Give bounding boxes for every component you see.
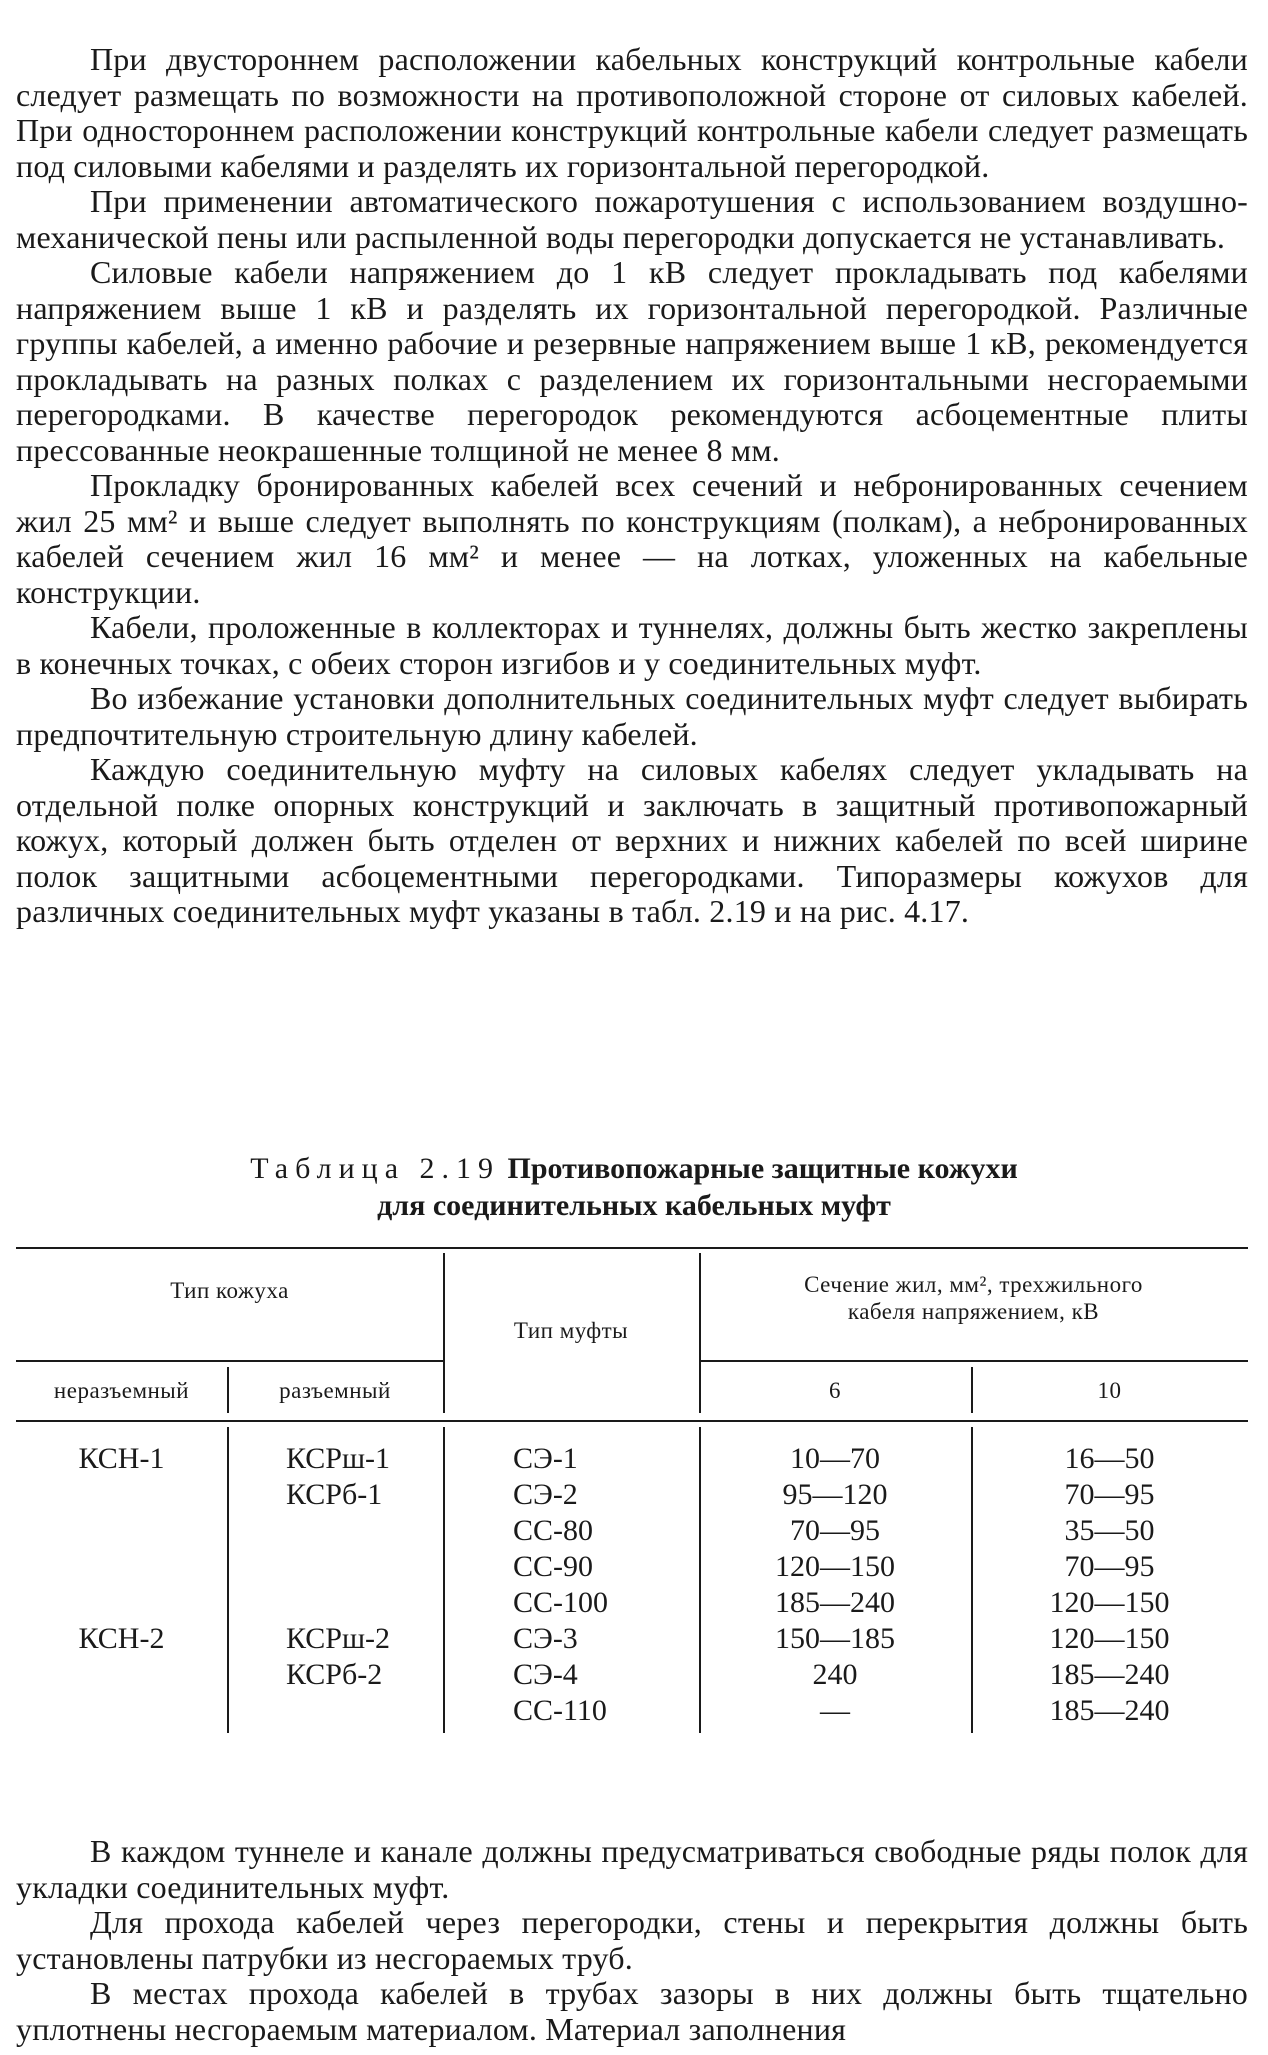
table-cell: СЭ-2 — [513, 1478, 578, 1511]
table-cell: СС-100 — [513, 1586, 609, 1619]
table-cell — [286, 1513, 443, 1549]
header-split: разъемный — [279, 1378, 391, 1403]
paragraph: Силовые кабели напряжением до 1 кВ следует прокладывать под кабелями напряжением выше 1 кВ и разделять их горизонтальной перегородкой. Различные группы кабелей, а именно рабочие и резервные напряжением выше 1 кВ, рекомендуется прокладывать на разных полках с разделением их горизонтальными несгораемыми перегородками. В качестве перегородок рекомендуются асбоцементные плиты прессованные неокрашенные толщиной не менее 8 мм. — [16, 254, 1248, 468]
table-cell: 185—240 — [1049, 1694, 1170, 1727]
body-divider — [443, 1427, 445, 1733]
paragraph: Прокладку бронированных кабелей всех сечений и небронированных сечением жил 25 мм² и выше следует выполнять по конструкциям (полкам), а небронированных кабелей сечением жил 16 мм² и менее — на лотках, уложенных на кабельные конструкции. — [16, 467, 1248, 610]
header-casing-type: Тип кожуха — [170, 1278, 289, 1303]
table-cell: СС-110 — [513, 1694, 607, 1727]
header-sub-rule-left — [16, 1360, 443, 1362]
table-cell: 70—95 — [1064, 1478, 1155, 1511]
header-6kv: 6 — [829, 1378, 841, 1403]
header-coupling-type: Тип муфты — [513, 1318, 629, 1343]
table-cell: 120—150 — [775, 1550, 895, 1583]
table-cell — [286, 1693, 443, 1729]
table-cell: 120—150 — [1049, 1622, 1170, 1655]
table-cell — [16, 1549, 227, 1585]
table-caption — [0, 1150, 1268, 1224]
column-split — [286, 1441, 443, 1729]
table-cell — [16, 1585, 227, 1621]
table-cell: 150—185 — [775, 1622, 895, 1655]
table-cell: КСРш-1 — [286, 1442, 391, 1475]
table-cell — [286, 1585, 443, 1621]
table-cell: КСРш-2 — [286, 1622, 391, 1655]
column-coupling — [513, 1441, 699, 1729]
paragraph: В каждом туннеле и канале должны предусматриваться свободные ряды полок для укладки соединительных муфт. — [16, 1833, 1248, 1905]
table-cell: 70—95 — [1064, 1550, 1155, 1583]
casing-table — [16, 1247, 1248, 1747]
table-cell: 185—240 — [775, 1586, 895, 1619]
table-cell: 95—120 — [782, 1478, 888, 1511]
table-cell: — — [820, 1694, 850, 1727]
table-cell: КСРб-1 — [286, 1478, 383, 1511]
table-cell: КСН-1 — [78, 1442, 165, 1475]
table-cell — [16, 1657, 227, 1693]
header-10kv: 10 — [1097, 1378, 1122, 1403]
paragraph: При двустороннем расположении кабельных конструкций контрольные кабели следует размещать по возможности на противоположной стороне от силовых кабелей. При одностороннем расположении конструкций контрольные кабели следует размещать под силовыми кабелями и разделять их горизонтальной перегородкой. — [16, 41, 1248, 184]
table-cell: 10—70 — [790, 1442, 880, 1475]
table-cell: СС-90 — [513, 1550, 594, 1583]
body-text-bottom — [16, 1834, 1248, 2047]
table-cell: 185—240 — [1049, 1658, 1170, 1691]
table-cell: СС-80 — [513, 1514, 594, 1547]
table-cell: СЭ-1 — [513, 1442, 578, 1475]
table-cell — [16, 1477, 227, 1513]
table-title-line2: для соединительных кабельных муфт — [377, 1189, 891, 1222]
table-cell — [16, 1513, 227, 1549]
body-text-top — [16, 42, 1248, 930]
table-cell: КСН-2 — [78, 1622, 165, 1655]
table-cell — [286, 1549, 443, 1585]
column-10kv — [971, 1441, 1248, 1729]
column-non-split — [16, 1441, 227, 1729]
table-cell: 240 — [812, 1658, 858, 1691]
table-title-line1: Противопожарные защитные кожухи — [507, 1152, 1018, 1185]
table-cell: КСРб-2 — [286, 1658, 383, 1691]
paragraph: При применении автоматического пожаротушения с использованием воздушно-механической пены или распыленной воды перегородки допускается не устанавливать. — [16, 183, 1248, 255]
paragraph: Для прохода кабелей через перегородки, стены и перекрытия должны быть установлены патрубки из несгораемых труб. — [16, 1904, 1248, 1976]
paragraph: В местах прохода кабелей в трубах зазоры в них должны быть тщательно уплотнены несгораемым материалом. Материал заполнения — [16, 1975, 1248, 2047]
table-cell: 16—50 — [1064, 1442, 1155, 1475]
header-non-split: неразъемный — [53, 1378, 190, 1403]
body-divider — [227, 1427, 229, 1733]
table-cell: 70—95 — [790, 1514, 880, 1547]
table-cell: 120—150 — [1049, 1586, 1170, 1619]
table-number: Таблица 2.19 — [250, 1152, 501, 1185]
paragraph: Во избежание установки дополнительных соединительных муфт следует выбирать предпочтительную строительную длину кабелей. — [16, 680, 1248, 752]
table-top-rule — [16, 1247, 1248, 1249]
column-6kv — [699, 1441, 971, 1729]
header-bottom-rule — [16, 1420, 1248, 1422]
table-cell — [16, 1693, 227, 1729]
header-section-line1: Сечение жил, мм², трехжильного — [804, 1272, 1143, 1297]
header-sub-rule-right — [699, 1360, 1248, 1362]
paragraph: Каждую соединительную муфту на силовых кабелях следует укладывать на отдельной полке опорных конструкций и заключать в защитный противопожарный кожух, который должен быть отделен от верхних и нижних кабелей по всей ширине полок защитными асбоцементными перегородками. Типоразмеры кожухов для различных соединительных муфт указаны в табл. 2.19 и на рис. 4.17. — [16, 751, 1248, 929]
table-cell: 35—50 — [1064, 1514, 1155, 1547]
table-cell: СЭ-4 — [513, 1658, 578, 1691]
header-section-line2: кабеля напряжением, кВ — [847, 1299, 1100, 1324]
table-cell: СЭ-3 — [513, 1622, 578, 1655]
paragraph: Кабели, проложенные в коллекторах и туннелях, должны быть жестко закреплены в конечных точках, с обеих сторон изгибов и у соединительных муфт. — [16, 609, 1248, 681]
